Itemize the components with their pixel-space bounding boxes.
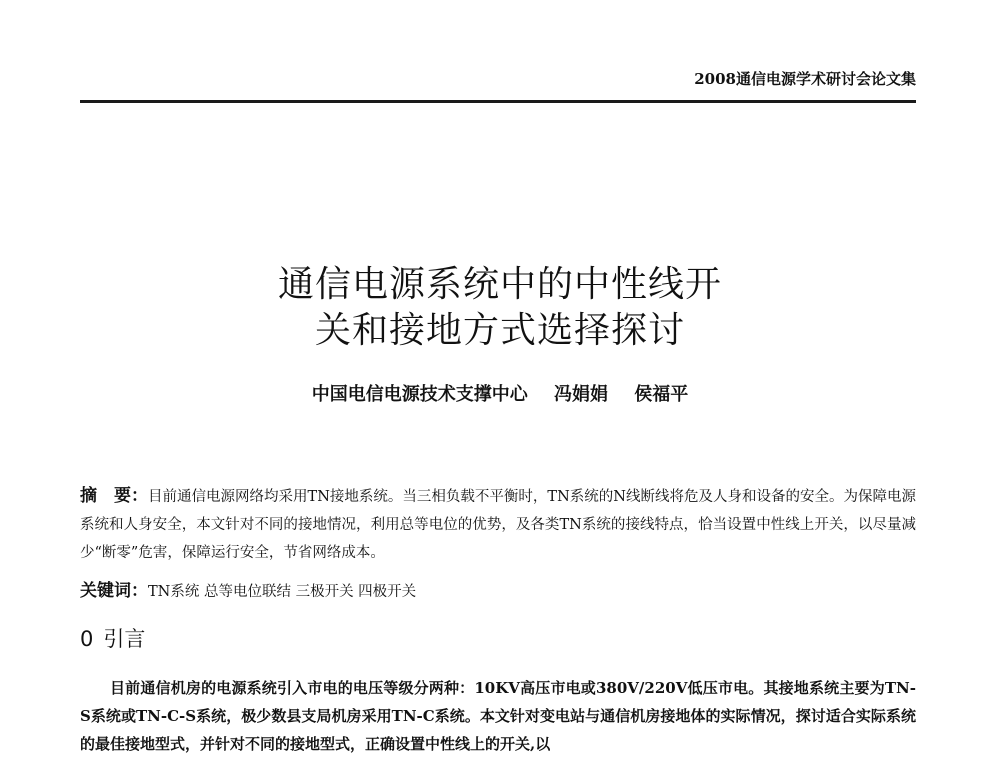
- keywords-text: TN系统 总等电位联结 三极开关 四极开关: [148, 584, 417, 600]
- abstract: [80, 482, 916, 567]
- section-number: 0: [80, 627, 94, 651]
- paper-title: [0, 262, 1000, 354]
- running-header: [80, 56, 916, 103]
- header-text: 2008通信电源学术研讨会论文集: [694, 70, 916, 88]
- section-title: 引言: [103, 627, 146, 651]
- keywords-label: 关键词：: [80, 581, 148, 601]
- title-line-2: 关和接地方式选择探讨: [314, 310, 685, 351]
- abstract-label: 摘 要：: [80, 486, 149, 506]
- abstract-text: 目前通信电源网络均采用TN接地系统。当三相负载不平衡时，TN系统的N线断线将危及人身和设备的安全。为保障电源系统和人身安全，本文针对不同的接地情况，利用总等电位的优势，及各类TN系统的接线特点，恰当设置中性线上开关，以尽量减少“断零”危害，保障运行安全，节省网络成本。: [80, 489, 917, 561]
- author-line: [0, 380, 1000, 406]
- title-line-1: 通信电源系统中的中性线开: [277, 264, 722, 305]
- author-name: 侯福平: [634, 384, 689, 405]
- section-heading: [80, 624, 145, 654]
- affiliation: 中国电信电源技术支撑中心: [311, 384, 528, 405]
- author-name: 冯娟娟: [554, 384, 608, 405]
- keywords: [80, 578, 916, 605]
- body-paragraph: 目前通信机房的电源系统引入市电的电压等级分两种：10KV高压市电或380V/220V低压市电。其接地系统主要为TN-S系统或TN-C-S系统，极少数县支局机房采用TN-C系统。本文针对变电站与通信机房接地体的实际情况，探讨适合实际系统的最佳接地型式，并针对不同的接地型式，正确设置中性线上的开关,以: [80, 679, 916, 753]
